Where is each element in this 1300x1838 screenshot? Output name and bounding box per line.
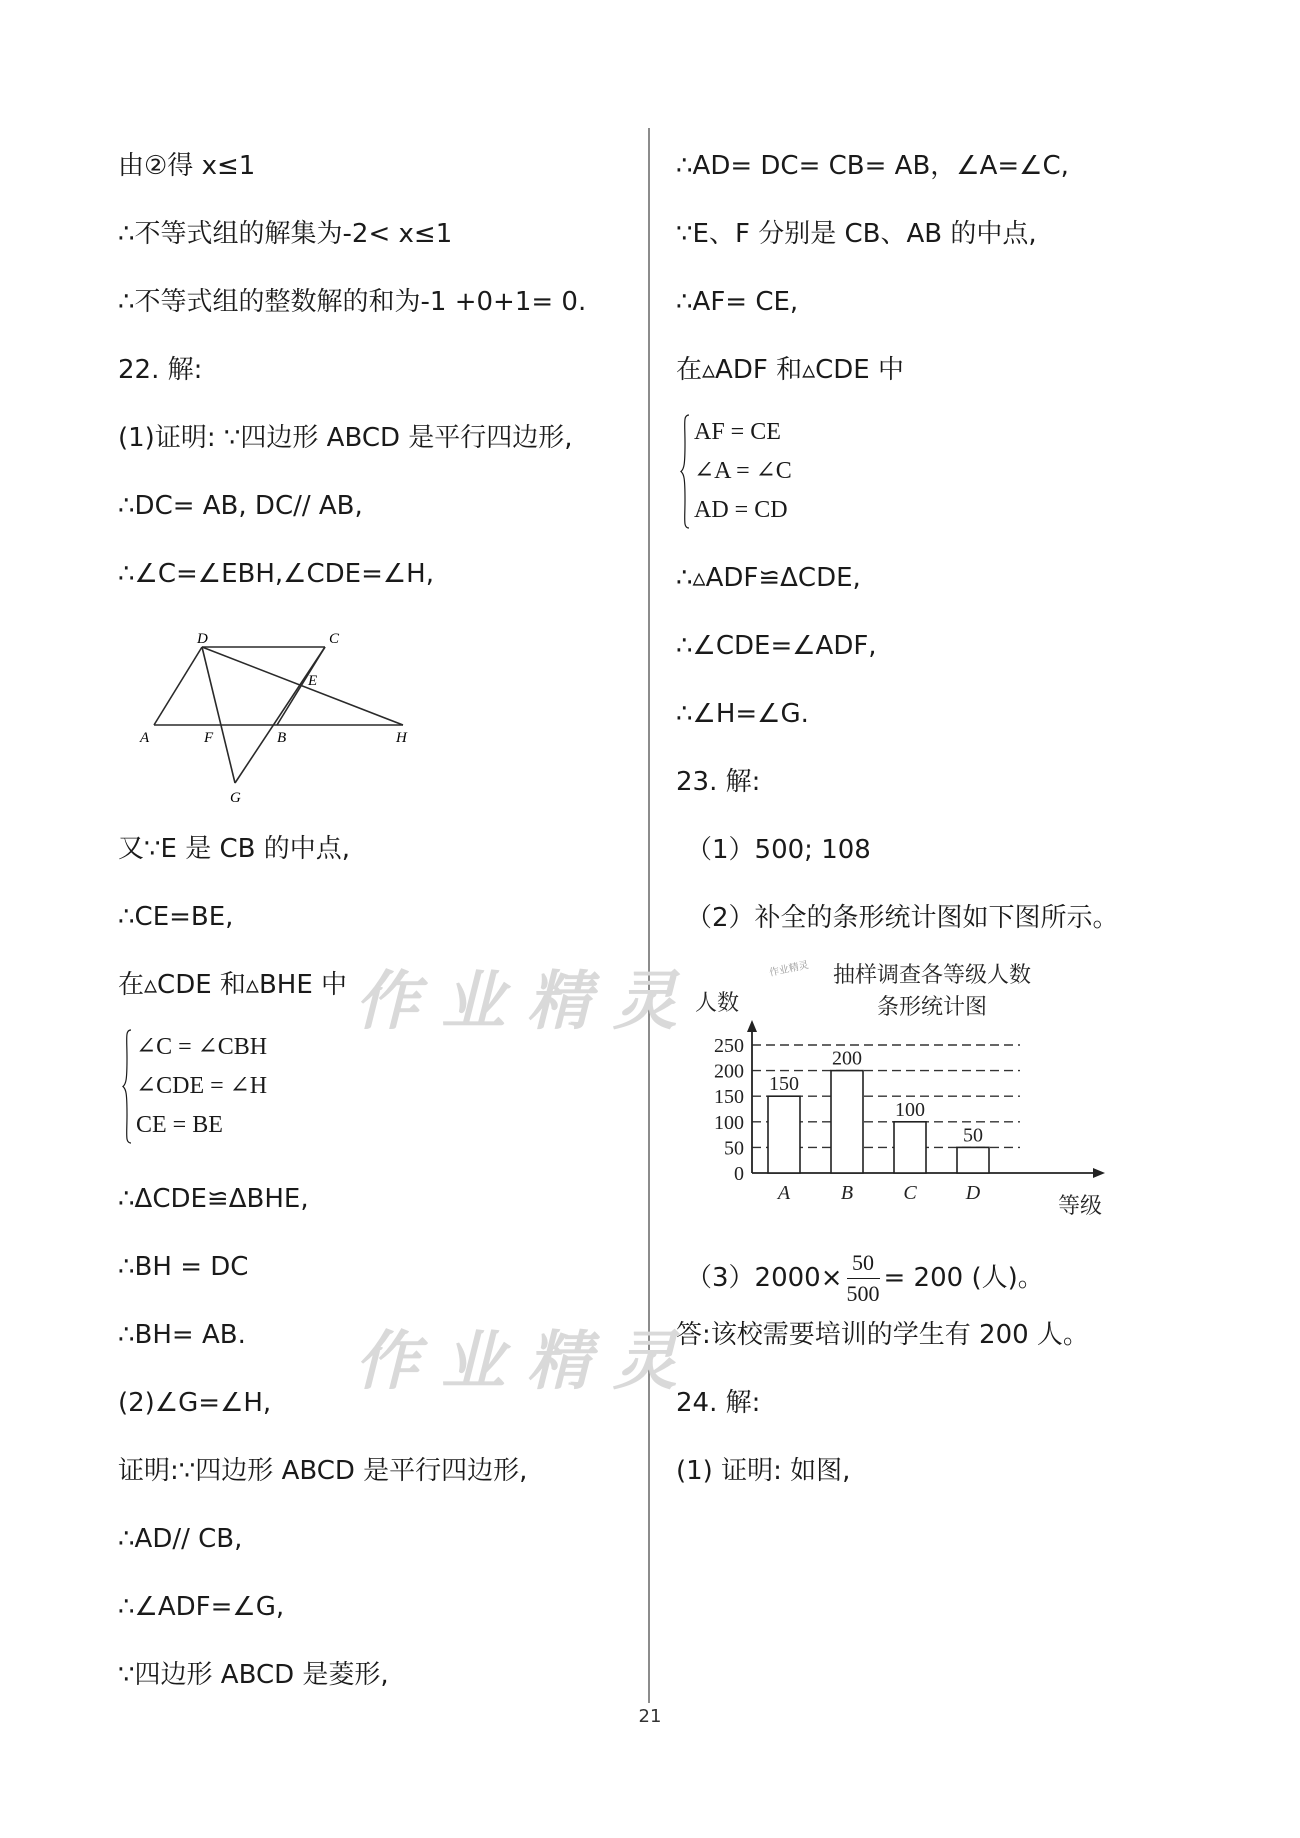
brace-icon (680, 413, 690, 530)
text-line: (2)∠G=∠H, (118, 1388, 272, 1418)
equation-row: ∠C = ∠CBH (136, 1034, 268, 1060)
part3-prefix: （3）2000× (686, 1263, 843, 1293)
text-line: ∴ΔCDE≌ΔBHE, (118, 1184, 309, 1214)
data-label: 50 (963, 1124, 983, 1147)
equation-row: ∠CDE = ∠H (136, 1073, 268, 1099)
text-line: (1)证明: ∵四边形 ABCD 是平行四边形, (118, 423, 573, 453)
text-line: 由②得 x≤1 (118, 151, 256, 181)
watermark: 作业精灵 (355, 1325, 699, 1399)
point-label-g: G (230, 790, 241, 805)
fraction (847, 1248, 880, 1309)
text-line: 24. 解: (676, 1388, 761, 1418)
point-label-c: C (329, 631, 340, 647)
y-tick-label: 150 (714, 1086, 744, 1109)
y-axis-label: 人数 (695, 991, 740, 1016)
part3-suffix: = 200 (人)。 (883, 1263, 1044, 1293)
bar-chart (690, 948, 1120, 1218)
y-axis-arrow-icon (747, 1020, 757, 1032)
text-line: ∴AD// CB, (118, 1524, 243, 1554)
x-axis-label: 等级 (1058, 1194, 1103, 1218)
data-label: 200 (832, 1047, 862, 1070)
y-tick-label: 50 (724, 1137, 744, 1160)
watermark: 作业精灵 (355, 965, 699, 1039)
text-line: (1) 证明: 如图, (676, 1456, 851, 1486)
y-tick-label: 250 (714, 1035, 744, 1057)
text-line: 又∵E 是 CB 的中点, (118, 834, 351, 864)
text-line: ∴∠ADF=∠G, (118, 1592, 285, 1622)
text-line: 23. 解: (676, 767, 761, 797)
brace-icon (122, 1028, 132, 1145)
text-line: ∴∠H=∠G. (676, 699, 809, 729)
equation-row: ∠A = ∠C (694, 458, 792, 484)
equation-row: AD = CD (694, 497, 788, 523)
y-tick-label: 100 (714, 1111, 744, 1134)
point-label-e: E (308, 673, 318, 689)
y-tick-label: 0 (734, 1163, 744, 1185)
parallelogram-figure (130, 625, 430, 805)
text-line: 在▵ADF 和▵CDE 中 (676, 355, 904, 385)
y-tick-label: 200 (714, 1060, 744, 1083)
fraction-numerator: 50 (847, 1248, 880, 1279)
text-line: 在▵CDE 和▵BHE 中 (118, 970, 348, 1000)
text-line: （2）补全的条形统计图如下图所示。 (686, 903, 1119, 933)
x-tick-label: A (777, 1182, 791, 1204)
point-label-a: A (140, 730, 150, 746)
bar-c (894, 1122, 926, 1173)
x-tick-label: B (840, 1182, 854, 1204)
equation-system (122, 1028, 322, 1145)
data-label: 100 (895, 1098, 925, 1121)
text-line: ∴AD= DC= CB= AB，∠A=∠C, (676, 151, 1069, 181)
text-line: ∴DC= AB, DC// AB, (118, 491, 363, 521)
bar-a (768, 1096, 800, 1173)
text-line: 22. 解: (118, 355, 203, 385)
bar-d (957, 1147, 989, 1173)
chart-title: 抽样调查各等级人数 (832, 963, 1032, 988)
text-line: ∴不等式组的解集为-2< x≤1 (118, 219, 453, 249)
point-label-f: F (204, 730, 214, 746)
equation-system (680, 413, 880, 530)
x-tick-label: C (903, 1182, 917, 1204)
page-number: 21 (638, 1706, 662, 1727)
text-line: ∴▵ADF≌ΔCDE, (676, 563, 861, 593)
text-line: ∴CE=BE, (118, 902, 234, 932)
text-line: ∵E、F 分别是 CB、AB 的中点, (676, 219, 1037, 249)
equation-row: CE = BE (136, 1112, 223, 1138)
text-line: 答:该校需要培训的学生有 200 人。 (676, 1320, 1089, 1350)
fraction-denominator: 500 (846, 1281, 880, 1306)
data-label: 150 (769, 1073, 799, 1096)
point-label-d: D (197, 631, 208, 647)
equation-row: AF = CE (694, 419, 781, 445)
part3-line (686, 1248, 1044, 1309)
point-label-b: B (277, 730, 287, 746)
chart-stamp: 作业精灵 (768, 959, 810, 979)
text-line: （1）500; 108 (686, 835, 871, 865)
text-line: ∴不等式组的整数解的和为-1 +0+1= 0. (118, 287, 587, 317)
text-line: ∴∠C=∠EBH,∠CDE=∠H, (118, 559, 434, 589)
column-divider (648, 128, 650, 1703)
text-line: ∴AF= CE, (676, 287, 799, 317)
text-line: ∴∠CDE=∠ADF, (676, 631, 877, 661)
text-line: ∵四边形 ABCD 是菱形, (118, 1660, 389, 1690)
point-label-h: H (396, 730, 407, 746)
text-line: ∴BH= AB. (118, 1320, 246, 1350)
x-tick-label: D (965, 1182, 981, 1204)
text-line: 证明:∵四边形 ABCD 是平行四边形, (118, 1456, 528, 1486)
x-axis-arrow-icon (1093, 1168, 1105, 1178)
chart-subtitle: 条形统计图 (876, 995, 988, 1020)
text-line: ∴BH = DC (118, 1252, 249, 1282)
bar-b (831, 1071, 863, 1173)
